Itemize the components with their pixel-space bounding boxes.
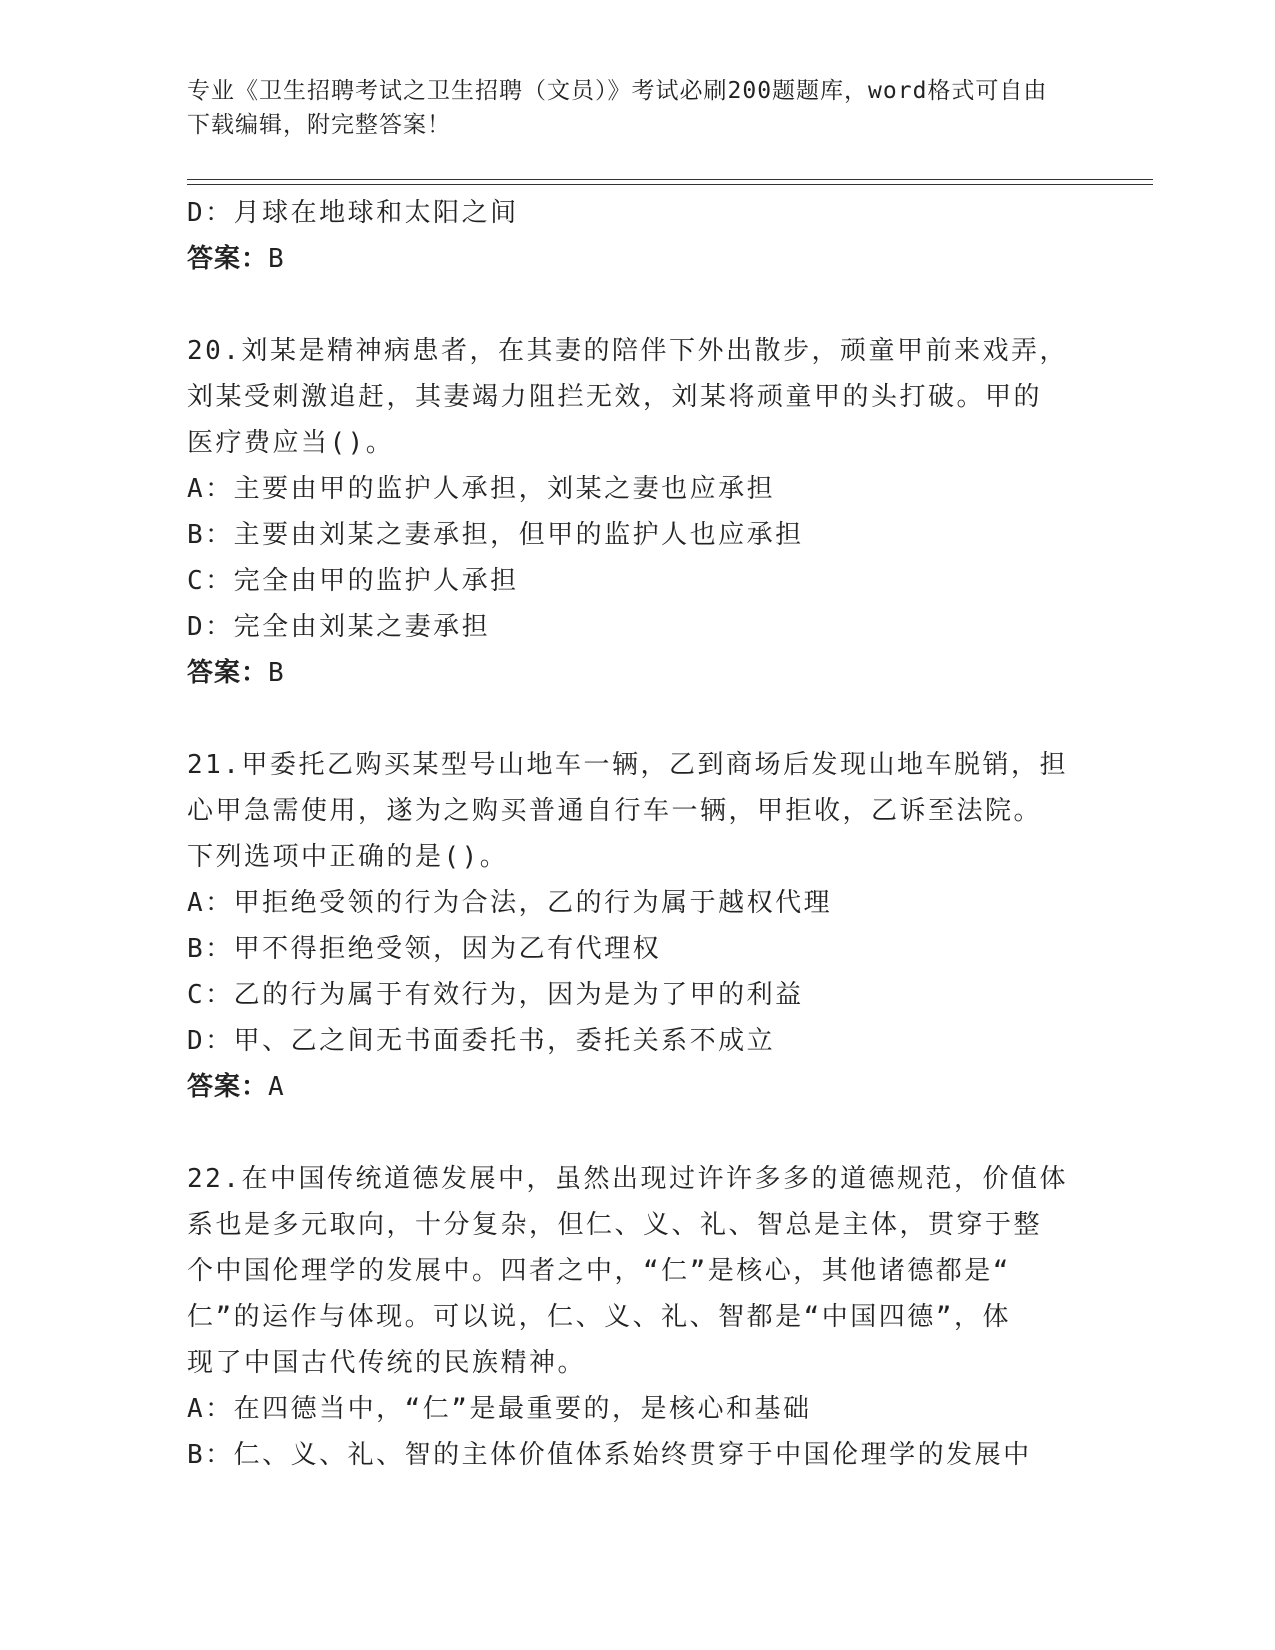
option-b: B：主要由刘某之妻承担，但甲的监护人也应承担	[187, 520, 804, 550]
question-text-line: 系也是多元取向，十分复杂，但仁、义、礼、智总是主体，贯穿于整	[187, 1210, 1043, 1240]
document-header: 专业《卫生招聘考试之卫生招聘（文员）》考试必刷200题题库，word格式可自由下载编辑，附完整答案！	[187, 78, 1048, 138]
option-a: A：甲拒绝受领的行为合法，乙的行为属于越权代理	[187, 888, 833, 918]
answer-label: 答案：	[187, 658, 269, 688]
option-b: B：仁、义、礼、智的主体价值体系始终贯穿于中国伦理学的发展中	[187, 1440, 1032, 1470]
question-text-line: 现了中国古代传统的民族精神。	[187, 1348, 587, 1378]
option-b: B：甲不得拒绝受领，因为乙有代理权	[187, 934, 662, 964]
question-20	[187, 328, 1077, 696]
option-a: A：在四德当中，“仁”是最重要的，是核心和基础	[187, 1394, 812, 1424]
option-d: D：甲、乙之间无书面委托书，委托关系不成立	[187, 1026, 776, 1056]
header-divider-bottom	[187, 184, 1153, 185]
answer-label: 答案：	[187, 244, 269, 274]
question-list	[187, 190, 1077, 1478]
answer-line	[187, 236, 1077, 282]
question-text-line: 下列选项中正确的是()。	[187, 842, 509, 872]
question-21	[187, 742, 1077, 1110]
answer-line	[187, 1064, 1077, 1110]
question-text-line: 心甲急需使用，遂为之购买普通自行车一辆，甲拒收，乙诉至法院。	[187, 796, 1043, 826]
option-c: C：乙的行为属于有效行为，因为是为了甲的利益	[187, 980, 804, 1010]
header-divider-top	[187, 179, 1153, 180]
question-text-line: 22.在中国传统道德发展中，虽然出现过许许多多的道德规范，价值体	[187, 1164, 1068, 1194]
answer-label: 答案：	[187, 1072, 269, 1102]
answer-line	[187, 650, 1077, 696]
answer-value: B	[268, 658, 285, 688]
question-text-line: 刘某受刺激追赶，其妻竭力阻拦无效，刘某将顽童甲的头打破。甲的	[187, 382, 1043, 412]
answer-value: A	[268, 1072, 285, 1102]
question-22	[187, 1156, 1077, 1478]
option-d: D：完全由刘某之妻承担	[187, 612, 491, 642]
question-text-line: 21.甲委托乙购买某型号山地车一辆，乙到商场后发现山地车脱销，担	[187, 750, 1068, 780]
question-text-line: 医疗费应当()。	[187, 428, 395, 458]
option-d: D：月球在地球和太阳之间	[187, 198, 519, 228]
question-text-line: 仁”的运作与体现。可以说，仁、义、礼、智都是“中国四德”，体	[187, 1302, 1011, 1332]
option-c: C：完全由甲的监护人承担	[187, 566, 519, 596]
answer-value: B	[268, 244, 285, 274]
option-a: A：主要由甲的监护人承担，刘某之妻也应承担	[187, 474, 776, 504]
question-text-line: 20.刘某是精神病患者，在其妻的陪伴下外出散步，顽童甲前来戏弄，	[187, 336, 1068, 366]
question-text-line: 个中国伦理学的发展中。四者之中，“仁”是核心，其他诸德都是“	[187, 1256, 1011, 1286]
